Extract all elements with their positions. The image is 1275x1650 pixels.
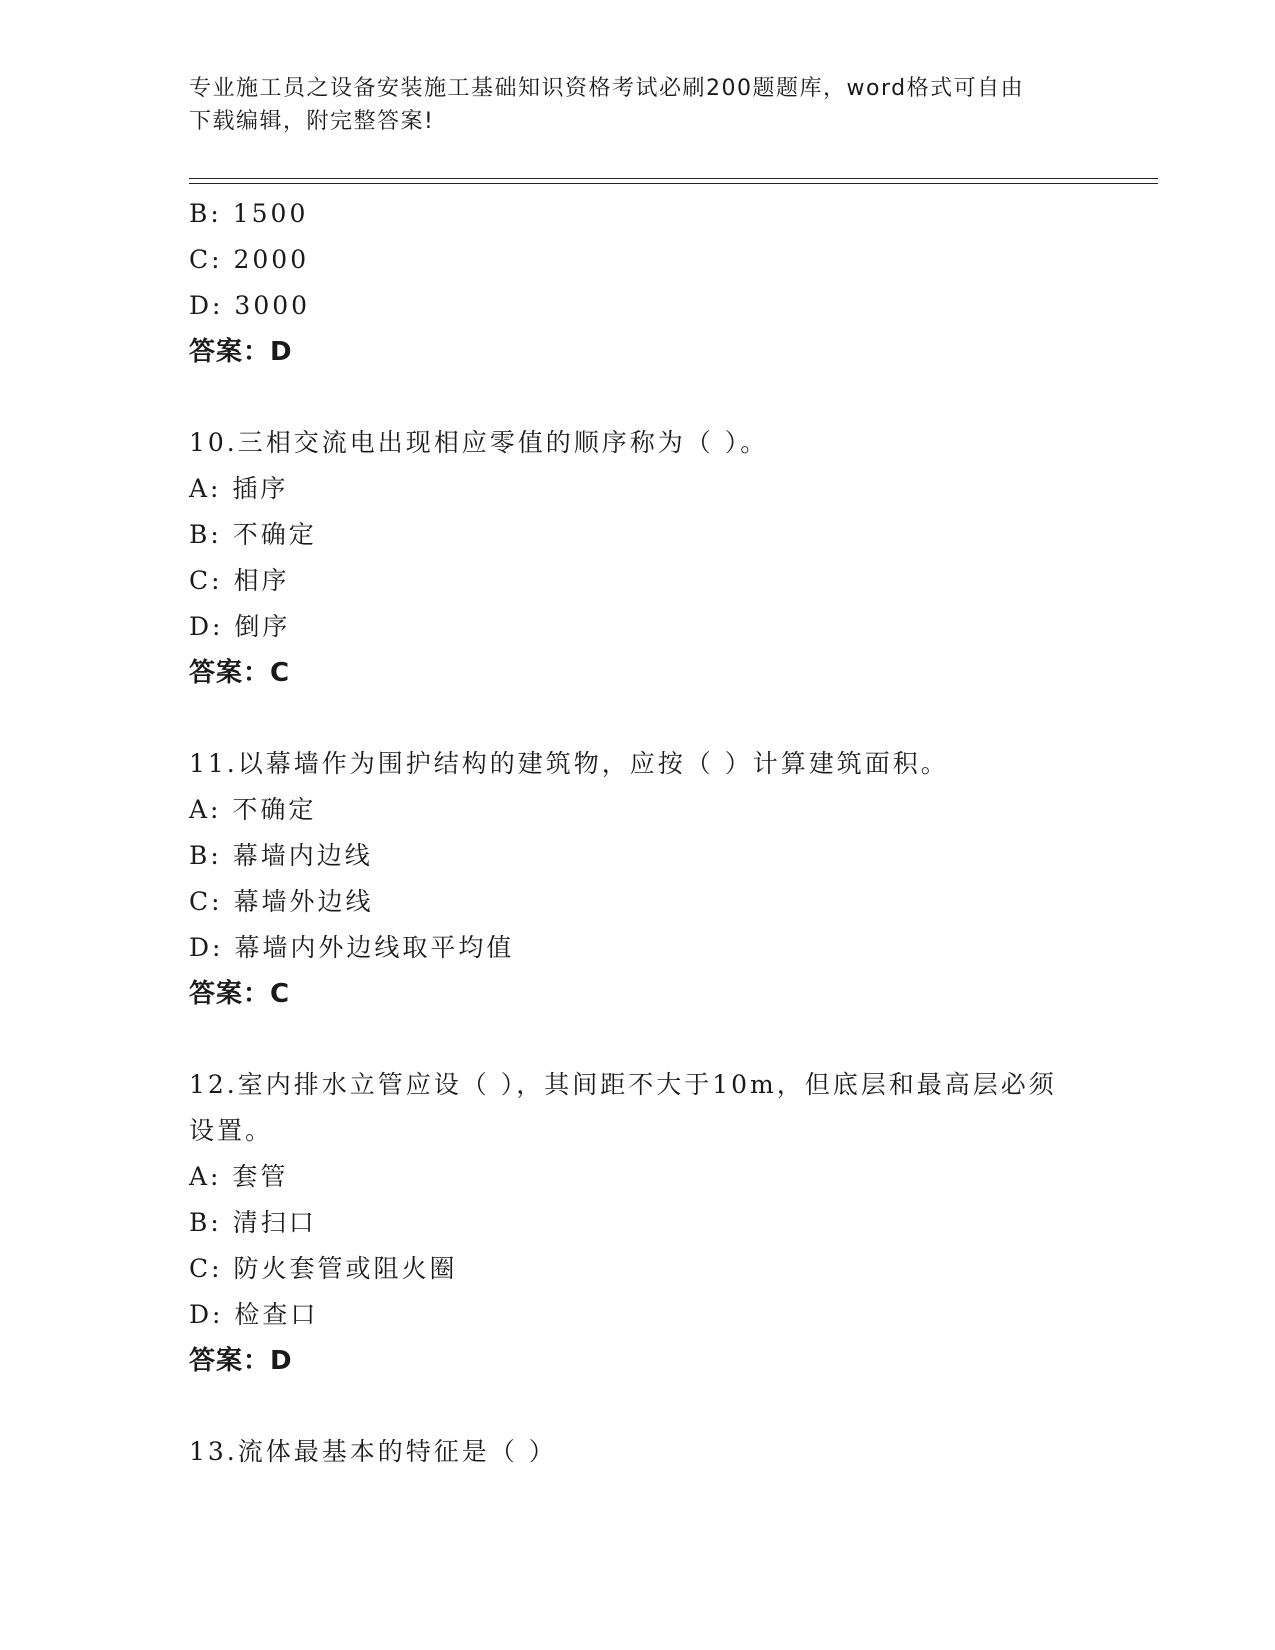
option-c: C: 相序 [189,566,290,595]
question-10 [189,420,1119,696]
option-c: C: 2000 [189,245,310,274]
question-stem: 13.流体最基本的特征是（ ） [189,1437,557,1466]
question-12 [189,1062,1119,1384]
question-9 [189,191,1119,375]
question-11 [189,741,1119,1017]
spacer [189,1017,1119,1062]
spacer [189,375,1119,420]
option-b: B: 不确定 [189,520,317,549]
header-divider-top [189,178,1158,179]
option-d: D: 3000 [189,291,311,320]
header-line-1: 专业施工员之设备安装施工基础知识资格考试必刷200题题库，word格式可自由 [189,76,1025,101]
question-list [189,191,1119,1475]
option-a: A: 套管 [189,1162,289,1191]
question-13 [189,1429,1119,1475]
answer: 答案：C [189,979,291,1009]
spacer [189,1384,1119,1429]
option-b: B: 1500 [189,199,309,228]
question-stem-line-2: 设置。 [189,1116,274,1145]
document-header [189,72,1089,138]
question-stem: 11.以幕墙作为围护结构的建筑物，应按（ ）计算建筑面积。 [189,749,949,778]
header-line-2: 下载编辑，附完整答案! [189,109,435,134]
option-d: D: 倒序 [189,612,291,641]
option-b: B: 清扫口 [189,1208,317,1237]
question-stem-line-1: 12.室内排水立管应设（ ），其间距不大于10m，但底层和最高层必须 [189,1070,1057,1099]
answer: 答案：C [189,658,291,688]
option-d: D: 幕墙内外边线取平均值 [189,933,515,962]
option-c: C: 幕墙外边线 [189,887,374,916]
option-c: C: 防火套管或阻火圈 [189,1254,458,1283]
question-stem: 10.三相交流电出现相应零值的顺序称为（ ）。 [189,428,769,457]
option-a: A: 插序 [189,474,289,503]
option-d: D: 检查口 [189,1300,319,1329]
spacer [189,696,1119,741]
option-b: B: 幕墙内边线 [189,841,373,870]
option-a: A: 不确定 [189,795,317,824]
answer: 答案：D [189,1346,293,1376]
header-divider-bottom [189,183,1158,184]
answer: 答案：D [189,337,293,367]
